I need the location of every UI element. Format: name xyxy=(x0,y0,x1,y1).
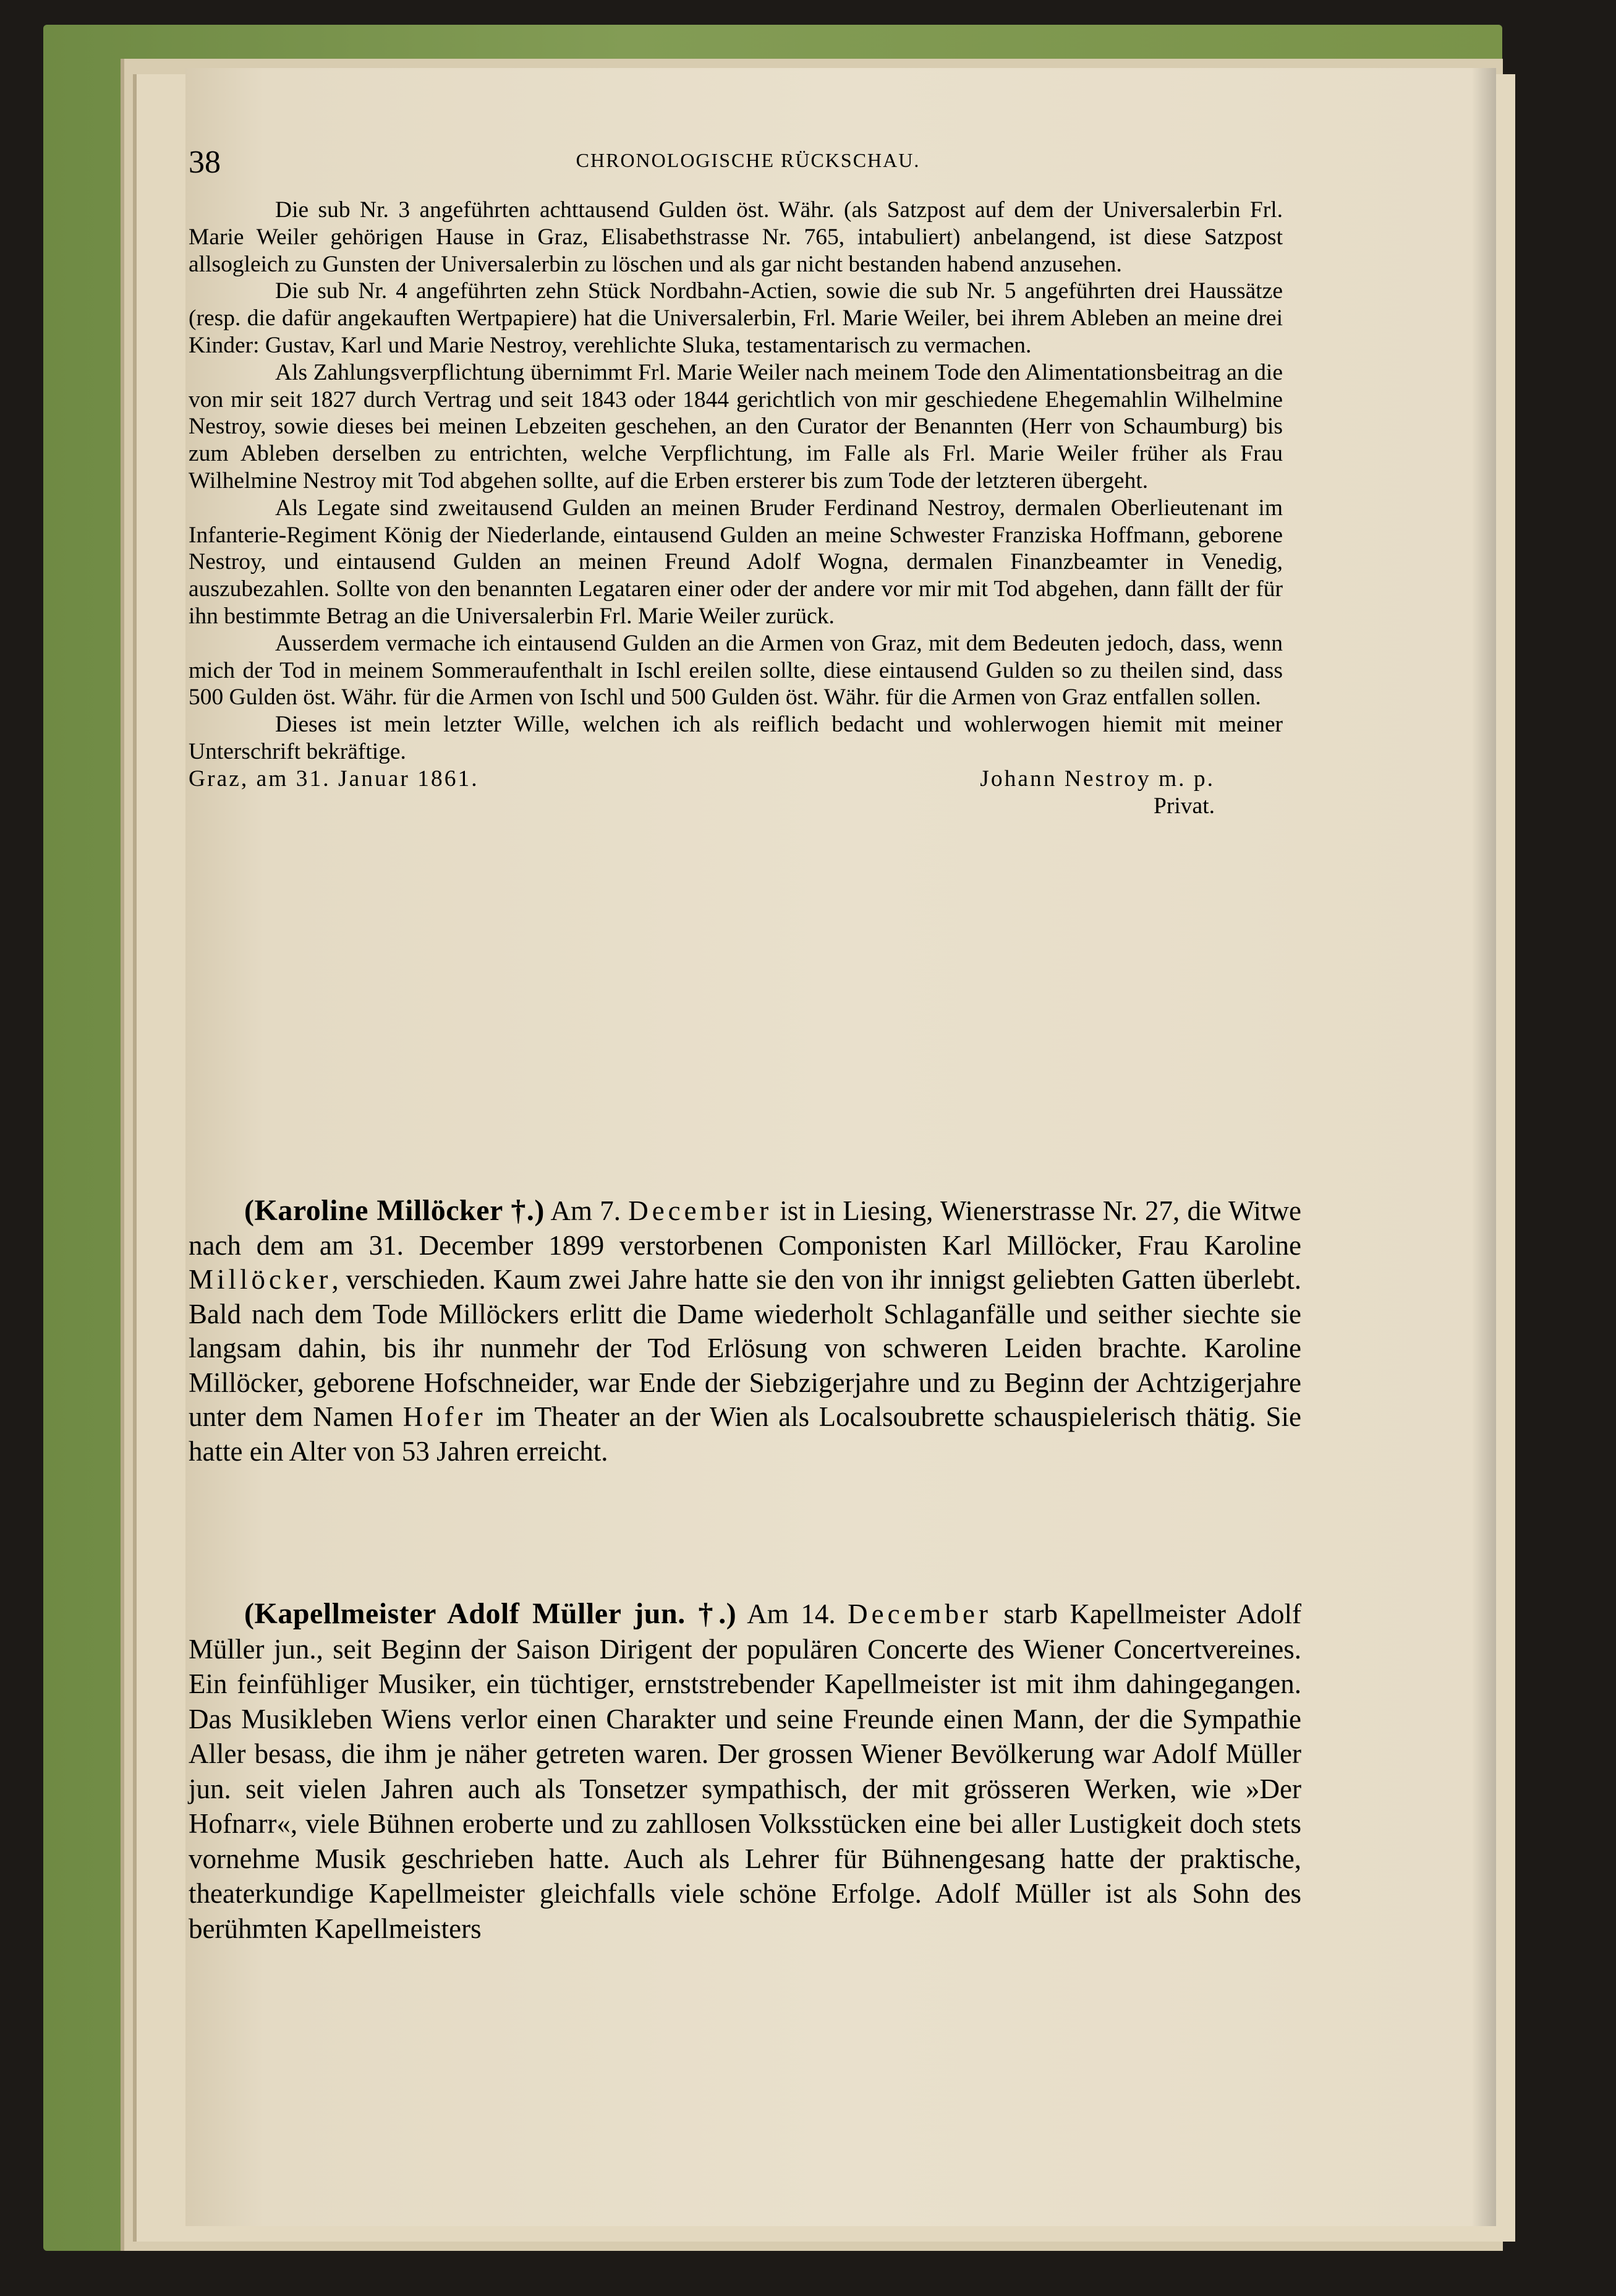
obituary-heading: (Kapellmeister Adolf Müller jun. †.) xyxy=(244,1597,737,1630)
obituary-paragraph xyxy=(189,1193,1301,1469)
body-text: im Theater an der Wien als Localsoubrette schauspielerisch thätig. Sie hatte ein Alter von 53 Jahren erreicht. xyxy=(189,1401,1301,1467)
obituary-millocker xyxy=(189,1193,1301,1469)
obituary-mueller xyxy=(189,1597,1301,1946)
obituary-paragraph xyxy=(189,1597,1301,1946)
will-paragraph: Als Zahlungsverpflichtung übernimmt Frl. Marie Weiler nach meinem Tode den Alimentationsbeitrag an die von mir seit 1827 durch Vertrag und seit 1843 oder 1844 gerichtlich von mir geschiedene Ehegemahlin Wilhelmine Nestroy, sowie dieses bei meinen Lebzeiten geschehen, an den Curator der Benannten (Herr von Schaumburg) bis zum Ableben derselben zu entrichten, welche Verpflichtung, im Falle als Frl. Marie Weiler früher als Frau Wilhelmine Nestroy mit Tod abgehen sollte, auf die Erben ersterer bis zum Tode der letzteren übergeht. xyxy=(189,359,1283,493)
gutter-shadow xyxy=(1471,68,1496,2226)
page-number: 38 xyxy=(189,145,221,180)
signature: Johann Nestroy m. p. xyxy=(980,766,1215,792)
body-text: , verschieden. Kaum zwei Jahre hatte sie den von ihr innigst geliebten Gatten überlebt. Bald nach dem Tode Millöckers erlitt die Dame wiederholt Schlaganfälle und seither siechte sie langsam dahin, bis ihr nunmehr der Tod Erlösung von schweren Leiden brachte. Karoline Millöcker, geborene Hofschneider, war Ende der Siebzigerjahre und zu Beginn der Achtzigerjahre unter dem Namen xyxy=(189,1264,1301,1432)
signature-note: Privat. xyxy=(1154,793,1215,819)
spaced-text: December xyxy=(848,1598,992,1629)
will-text xyxy=(189,197,1283,820)
page-header xyxy=(189,144,1308,187)
spaced-text: Hofer xyxy=(402,1401,487,1432)
will-paragraph: Die sub Nr. 3 angeführten achttausend Gulden öst. Währ. (als Satzpost auf dem der Universalerbin Frl. Marie Weiler gehörigen Hause in Graz, Elisabethstrasse Nr. 765, intabuliert) anbelangend, ist diese Satzpost allsogleich zu Gunsten der Universalerbin zu löschen und als gar nicht bestanden habend anzusehen. xyxy=(189,197,1283,277)
spaced-text: Millöcker xyxy=(189,1264,332,1295)
body-text: Am 7. xyxy=(544,1195,629,1226)
will-paragraph: Dieses ist mein letzter Wille, welchen ich als reiflich bedacht und wohlerwogen hiemit mit meiner Unterschrift bekräftige. xyxy=(189,712,1283,764)
obituary-heading: (Karoline Millöcker †.) xyxy=(244,1194,545,1227)
body-text: starb Kapellmeister Adolf Müller jun., seit Beginn der Saison Dirigent der populären Concerte des Wiener Concertvereines. Ein feinfühliger Musiker, ein tüchtiger, ernststrebender Kapellmeister ist mit ihm dahingegangen. Das Musikleben Wiens verlor einen Charakter und seine Freunde einen Mann, der die Sympathie Aller besass, die ihm je näher getreten waren. Der grossen Wiener Bevölkerung war Adolf Müller jun. seit vielen Jahren auch als Tonsetzer sympathisch, der mit grösseren Werken, wie »Der Hofnarr«, viele Bühnen eroberte und zu zahllosen Volksstücken eine bei aller Lustigkeit doch stets vornehme Musik geschrieben hatte. Auch als Lehrer für Bühnengesang hatte der praktische, theaterkundige Kapellmeister gleichfalls viele schöne Erfolge. Adolf Müller ist als Sohn des berühmten Kapellmeisters xyxy=(189,1598,1301,1944)
signature-block xyxy=(189,766,1283,820)
place-date: Graz, am 31. Januar 1861. xyxy=(189,766,479,792)
will-paragraph: Ausserdem vermache ich eintausend Gulden an die Armen von Graz, mit dem Bedeuten jedoch, dass, wenn mich der Tod in meinem Sommeraufenthalt in Ischl ereilen sollte, diese eintausend Gulden so zu theilen sind, dass 500 Gulden öst. Währ. für die Armen von Ischl und 500 Gulden öst. Währ. für die Armen von Graz entfallen sollen. xyxy=(189,630,1283,711)
spaced-text: December xyxy=(628,1195,773,1226)
running-head: CHRONOLOGISCHE RÜCKSCHAU. xyxy=(576,149,921,171)
will-paragraph: Als Legate sind zweitausend Gulden an meinen Bruder Ferdinand Nestroy, dermalen Oberlieutenant im Infanterie-Regiment König der Niederlande, eintausend Gulden an meine Schwester Franziska Hoffmann, geborene Nestroy, und eintausend Gulden an meinen Freund Adolf Wogna, dermalen Finanzbeamter in Venedig, auszubezahlen. Sollte von den benannten Legataren einer oder der andere vor mir mit Tod abgehen, dann fällt der für ihn bestimmte Betrag an die Universalerbin Frl. Marie Weiler zurück. xyxy=(189,495,1283,629)
body-text: Am 14. xyxy=(736,1598,848,1629)
body-text: ist in Liesing, Wienerstrasse Nr. 27, die Witwe nach dem am 31. December 1899 verstorbenen Componisten Karl Millöcker, Frau Karoline xyxy=(189,1195,1302,1261)
will-paragraph: Die sub Nr. 4 angeführten zehn Stück Nordbahn-Actien, sowie die sub Nr. 5 angeführten drei Haussätze (resp. die dafür angekauften Wertpapiere) hat die Universalerbin, Frl. Marie Weiler, bei ihrem Ableben an meine drei Kinder: Gustav, Karl und Marie Nestroy, verehlichte Sluka, testamentarisch zu vermachen. xyxy=(189,278,1283,358)
